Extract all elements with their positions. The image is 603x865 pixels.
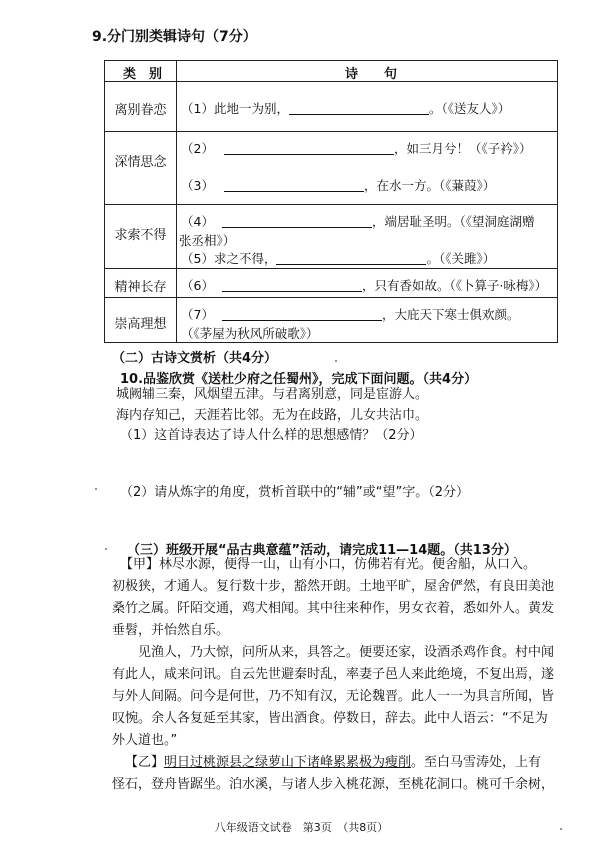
poem-line: 海内存知己，天涯若比邻。无为在歧路，儿女共沾巾。	[116, 408, 429, 423]
question-10-1: （1）这首诗表达了诗人什么样的思想感情？（2分）	[120, 428, 423, 443]
passage-jia-line: 【甲】林尽水源，便得一山，山有小口，仿佛若有光。便舍船，从口入。	[120, 557, 537, 572]
question-10-title: 10.品鉴欣赏《送杜少府之任蜀州》，完成下面问题。（共4分）	[120, 372, 478, 387]
category-cell: 离别眷恋	[114, 103, 167, 118]
answer-blank[interactable]	[224, 179, 364, 192]
passage-jia-line: 初极狭，才通人。复行数十步，豁然开朗。土地平旷，屋舍俨然，有良田美池	[112, 579, 555, 594]
page-footer: 八年级语文试卷 第3页 （共8页）	[214, 821, 389, 834]
passage-jia-line: 外人道也。”	[112, 733, 178, 748]
verse-line: （6） ，只有香如故。（《卜算子·咏梅》）	[181, 278, 548, 293]
table-header-category: 类 别	[123, 67, 163, 82]
verse-line: （7） ，大庇天下寒士俱欢颜。	[181, 307, 520, 322]
passage-jia-line: 桑竹之属。阡陌交通，鸡犬相闻。其中往来种作，男女衣着，悉如外人。黄发	[112, 601, 555, 616]
passage-yi-line: 【乙】明日过桃源县之绿萝山下诸峰累累极为瘦削。至白马雪涛处，上有	[125, 755, 542, 770]
verse-line: 张丞相》）	[179, 233, 236, 248]
table-header-verse: 诗 句	[345, 67, 398, 82]
category-cell: 深情思念	[114, 155, 167, 170]
verse-line: （3） ，在水一方。（《蒹葭》）	[181, 178, 496, 193]
section-2-title: （二）古诗文赏析（共4分）	[112, 351, 278, 366]
passage-yi-line: 怪石，登舟皆踞坐。泊水溪，与诸人步入桃花源，至桃花洞口。桃可千余树，	[112, 777, 555, 792]
section-3-title: （三）班级开展“品古典意蕴”活动，请完成11—14题。（共13分）	[127, 543, 517, 558]
verse-line: （2） ，如三月兮！（《子衿》）	[181, 141, 532, 156]
answer-blank[interactable]	[222, 308, 382, 321]
passage-jia-line: 与外人间隔。问今是何世，乃不知有汉，无论魏晋。此人一一为具言所闻，皆	[112, 689, 555, 704]
verse-line: （《茅屋为秋风所破歌》）	[181, 326, 319, 341]
category-cell: 崇高理想	[114, 317, 167, 332]
passage-jia-line: 垂髫，并怡然自乐。	[112, 623, 230, 638]
answer-blank[interactable]	[289, 102, 429, 115]
answer-blank[interactable]	[222, 279, 362, 292]
answer-blank[interactable]	[222, 215, 372, 228]
passage-jia-line: 见渔人，乃大惊，问所从来，具答之。便要还家，设酒杀鸡作食。村中闻	[125, 645, 555, 660]
answer-blank[interactable]	[224, 142, 394, 155]
question-9-title: 9.分门别类辑诗句（7分）	[92, 29, 257, 45]
table-divider	[176, 61, 177, 342]
verse-line: （5）求之不得， 。（《关雎》）	[181, 251, 496, 266]
passage-jia-line: 叹惋。余人各复延至其家，皆出酒食。停数日，辞去。此中人语云：“不足为	[112, 711, 548, 726]
passage-jia-line: 有此人，咸来问讯。自云先世避秦时乱，率妻子邑人来此绝境，不复出焉，遂	[112, 667, 555, 682]
poem-line: 城阙辅三秦，风烟望五津。与君离别意，同是宦游人。	[116, 387, 429, 402]
passage-yi-label: 【乙】	[125, 755, 165, 770]
verse-line: （4） ，端居耻圣明。（《望洞庭湖赠	[181, 214, 535, 229]
verse-line: （1）此地一为别， 。（《送友人》）	[181, 101, 511, 116]
category-cell: 求索不得	[114, 228, 167, 243]
question-10-2: （2）请从炼字的角度，赏析首联中的“辅”或“望”字。（2分）	[120, 485, 469, 500]
category-cell: 精神长存	[114, 280, 167, 295]
answer-blank[interactable]	[276, 252, 426, 265]
underlined-sentence: 明日过桃源县之绿萝山下诸峰累累极为瘦削	[164, 755, 412, 770]
poetry-table	[104, 60, 558, 343]
